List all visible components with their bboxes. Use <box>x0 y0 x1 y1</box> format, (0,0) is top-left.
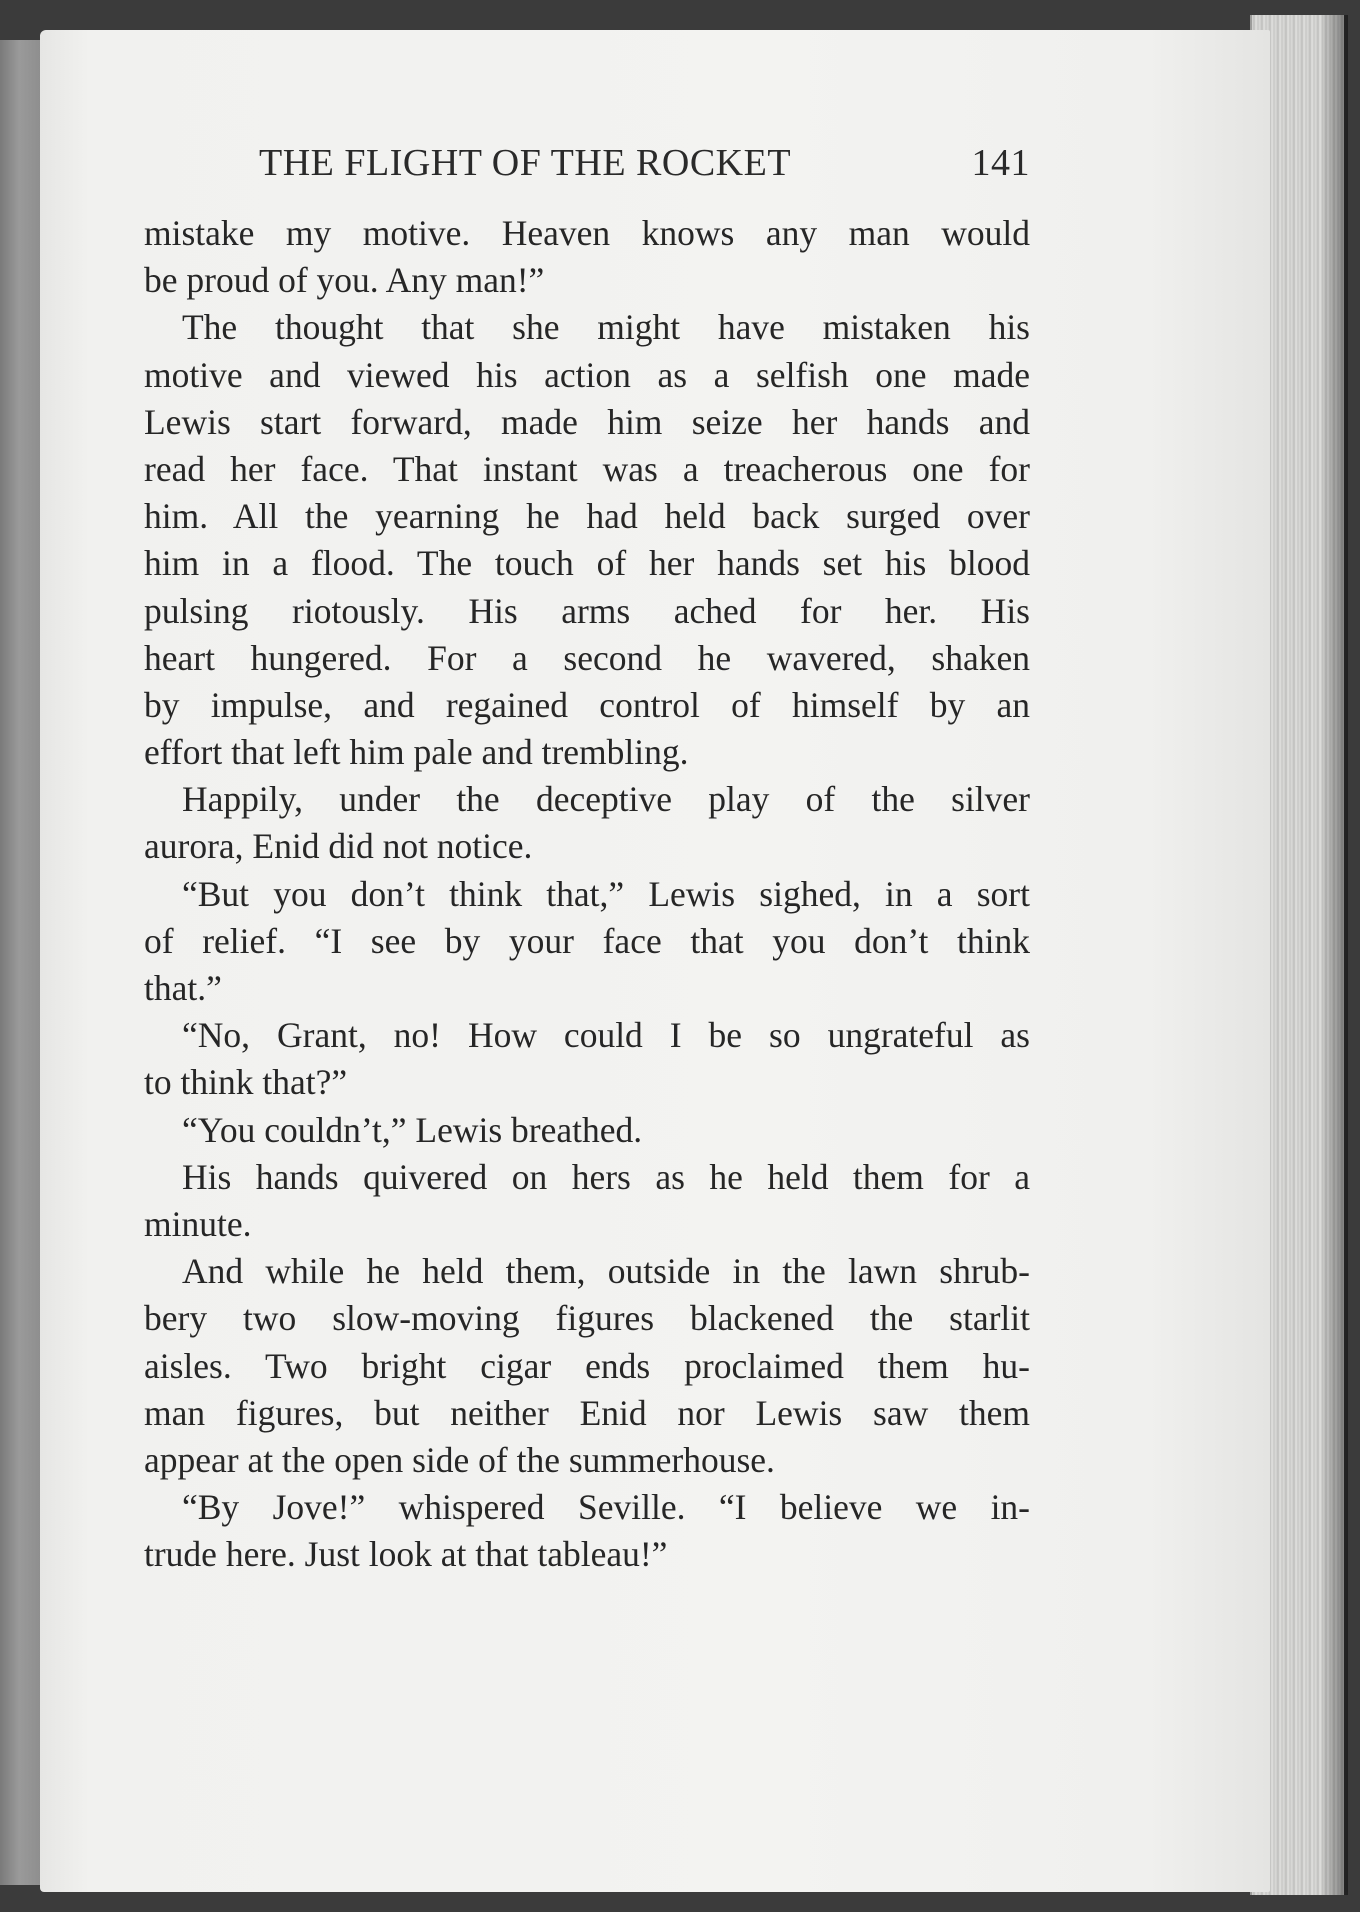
text-line: him in a flood. The touch of her hands set his blood <box>144 543 1030 584</box>
text-line: “By Jove!” whispered Seville. “I believe we in- <box>182 1487 1030 1528</box>
text-line: that.” <box>144 968 222 1008</box>
text-line: “You couldn’t,” Lewis breathed. <box>182 1109 643 1150</box>
body-text <box>144 210 1030 1578</box>
text-line: motive and viewed his action as a selfish one made <box>144 354 1030 395</box>
text-line: mistake my motive. Heaven knows any man would <box>144 213 1030 253</box>
text-line: pulsing riotously. His arms ached for her. His <box>144 590 1030 631</box>
text-line: aisles. Two bright cigar ends proclaimed them hu- <box>144 1345 1030 1386</box>
text-line: And while he held them, outside in the lawn shrub- <box>182 1251 1030 1292</box>
text-line: trude here. Just look at that tableau!” <box>144 1534 668 1575</box>
text-line: be proud of you. Any man!” <box>144 260 545 301</box>
text-line: by impulse, and regained control of himself by an <box>144 684 1030 725</box>
running-head <box>144 141 1030 191</box>
text-line: The thought that she might have mistaken his <box>182 307 1030 348</box>
text-line: read her face. That instant was a treacherous one for <box>144 448 1030 489</box>
text-line: “But you don’t think that,” Lewis sighed, in a sort <box>182 873 1030 914</box>
text-line: aurora, Enid did not notice. <box>144 826 533 867</box>
text-line: heart hungered. For a second he wavered, shaken <box>144 637 1030 678</box>
running-title: THE FLIGHT OF THE ROCKET <box>259 142 792 184</box>
text-line: minute. <box>144 1203 252 1244</box>
text-line: Lewis start forward, made him seize her hands and <box>144 401 1030 442</box>
text-line: of relief. “I see by your face that you don’t think <box>144 920 1030 961</box>
text-line: Happily, under the deceptive play of the silver <box>182 779 1030 820</box>
text-line: appear at the open side of the summerhouse. <box>144 1439 775 1480</box>
text-line: him. All the yearning he had held back surged over <box>144 496 1030 537</box>
page-number: 141 <box>971 142 1030 184</box>
page-edge-shadow <box>1322 15 1348 1895</box>
text-line: effort that left him pale and trembling. <box>144 732 689 773</box>
text-line: His hands quivered on hers as he held them for a <box>182 1156 1030 1197</box>
text-line: man figures, but neither Enid nor Lewis saw them <box>144 1392 1030 1433</box>
text-line: bery two slow-moving figures blackened the starlit <box>144 1298 1030 1339</box>
text-line: “No, Grant, no! How could I be so ungrateful as <box>182 1015 1030 1056</box>
text-line: to think that?” <box>144 1062 348 1103</box>
